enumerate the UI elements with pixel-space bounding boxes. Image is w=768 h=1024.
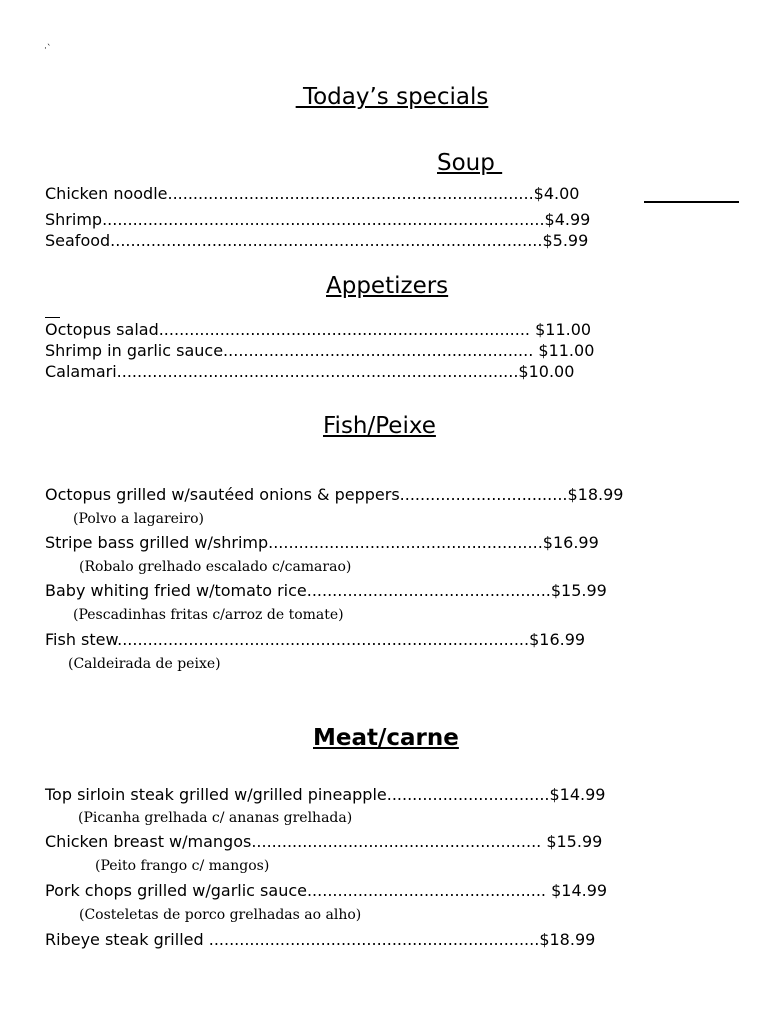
menu-item-top-sirloin: Top sirloin steak grilled w/grilled pineapple................................$14.99	[45, 785, 606, 804]
section-heading-meat: Meat/carne	[313, 725, 459, 751]
menu-item-subtitle: (Caldeirada de peixe)	[68, 656, 221, 672]
page-title: Today’s specials	[295, 84, 489, 110]
menu-item-baby-whiting: Baby whiting fried w/tomato rice................................................$15.99	[45, 581, 607, 600]
section-heading-appetizers: Appetizers	[326, 273, 449, 299]
menu-item-subtitle: (Robalo grelhado escalado c/camarao)	[79, 559, 352, 575]
menu-item-seafood: Seafood.....................................................................................$5.99	[45, 231, 589, 250]
menu-item-shrimp-garlic-sauce: Shrimp in garlic sauce............................................................. $11.00	[45, 341, 595, 360]
section-heading-fish: Fish/Peixe	[323, 413, 436, 439]
menu-item-stripe-bass: Stripe bass grilled w/shrimp......................................................$16.99	[45, 533, 599, 552]
menu-item-chicken-breast: Chicken breast w/mangos......................................................... $15.99	[45, 832, 603, 851]
menu-item-ribeye: Ribeye steak grilled .................................................................$18.99	[45, 930, 596, 949]
menu-item-subtitle: (Costeletas de porco grelhadas ao alho)	[79, 907, 362, 923]
section-heading-soup: Soup	[437, 150, 503, 176]
menu-item-subtitle: (Polvo a lagareiro)	[73, 511, 204, 527]
menu-item-shrimp: Shrimp.......................................................................................$4.99	[45, 210, 591, 229]
menu-item-octopus-grilled: Octopus grilled w/sautéed onions & peppers.................................$18.99	[45, 485, 624, 504]
menu-item-subtitle: (Peito frango c/ mangos)	[95, 858, 270, 874]
short-rule	[45, 317, 60, 318]
menu-item-octopus-salad: Octopus salad......................................................................... $11.00	[45, 320, 592, 339]
menu-item-pork-chops: Pork chops grilled w/garlic sauce............................................... $14.99	[45, 881, 608, 900]
menu-item-subtitle: (Pescadinhas fritas c/arroz de tomate)	[73, 607, 344, 623]
underline-rule	[644, 201, 739, 203]
menu-item-chicken-noodle: Chicken noodle........................................................................$4.00	[45, 184, 580, 203]
stray-mark: ·`	[44, 44, 52, 54]
menu-item-fish-stew: Fish stew.................................................................................$16.99	[45, 630, 586, 649]
menu-item-subtitle: (Picanha grelhada c/ ananas grelhada)	[78, 810, 353, 826]
menu-item-calamari: Calamari...............................................................................$10.00	[45, 362, 575, 381]
